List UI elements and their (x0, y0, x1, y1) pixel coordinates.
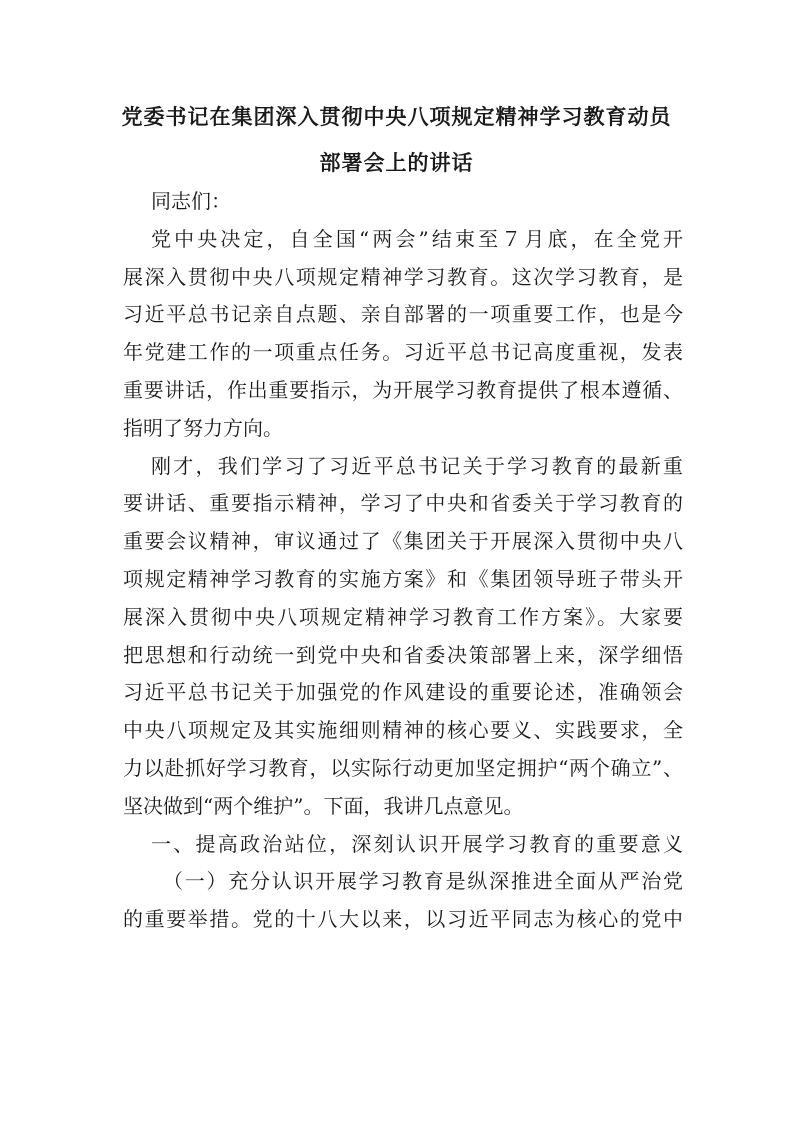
paragraph-line: 坚决做到“两个维护”。下面，我讲几点意见。 (123, 793, 524, 818)
paragraph-line: 重要讲话，作出重要指示，为开展学习教育提供了根本遵循、 (123, 377, 683, 402)
paragraph-line: 习近平总书记亲自点题、亲自部署的一项重要工作，也是今 (123, 302, 683, 327)
paragraph-line: 刚才，我们学习了习近平总书记关于学习教育的最新重 (151, 453, 683, 478)
document-body (123, 183, 683, 939)
paragraph-line: 的重要举措。党的十八大以来，以习近平同志为核心的党中 (123, 907, 683, 932)
paragraph-line: 重要会议精神，审议通过了《集团关于开展深入贯彻中央八 (123, 529, 683, 554)
paragraph-line: 指明了努力方向。 (123, 415, 283, 440)
paragraph-line: 项规定精神学习教育的实施方案》和《集团领导班子带头开 (123, 566, 683, 591)
document-title-line1: 党委书记在集团深入贯彻中央八项规定精神学习教育动员 (121, 104, 672, 129)
section-heading: 一、提高政治站位，深刻认识开展学习教育的重要意义 (151, 831, 683, 856)
paragraph-line: 习近平总书记关于加强党的作风建设的重要论述，准确领会 (123, 680, 683, 705)
salutation: 同志们： (151, 189, 231, 213)
document-title-line2: 部署会上的讲话 (319, 150, 474, 175)
paragraph-line: 要讲话、重要指示精神，学习了中央和省委关于学习教育的 (123, 491, 683, 516)
paragraph-line: 展深入贯彻中央八项规定精神学习教育工作方案》。大家要 (123, 604, 683, 629)
paragraph-line: 中央八项规定及其实施细则精神的核心要义、实践要求，全 (123, 718, 683, 743)
paragraph-line: （一）充分认识开展学习教育是纵深推进全面从严治党 (163, 869, 683, 894)
paragraph-line: 把思想和行动统一到党中央和省委决策部署上来，深学细悟 (123, 642, 683, 667)
paragraph-line: 力以赴抓好学习教育，以实际行动更加坚定拥护“两个确立”、 (123, 755, 683, 780)
paragraph-line: 党中央决定，自全国“两会”结束至７月底，在全党开 (151, 226, 683, 251)
paragraph-line: 年党建工作的一项重点任务。习近平总书记高度重视，发表 (123, 340, 683, 365)
paragraph-line: 展深入贯彻中央八项规定精神学习教育。这次学习教育，是 (123, 264, 683, 289)
